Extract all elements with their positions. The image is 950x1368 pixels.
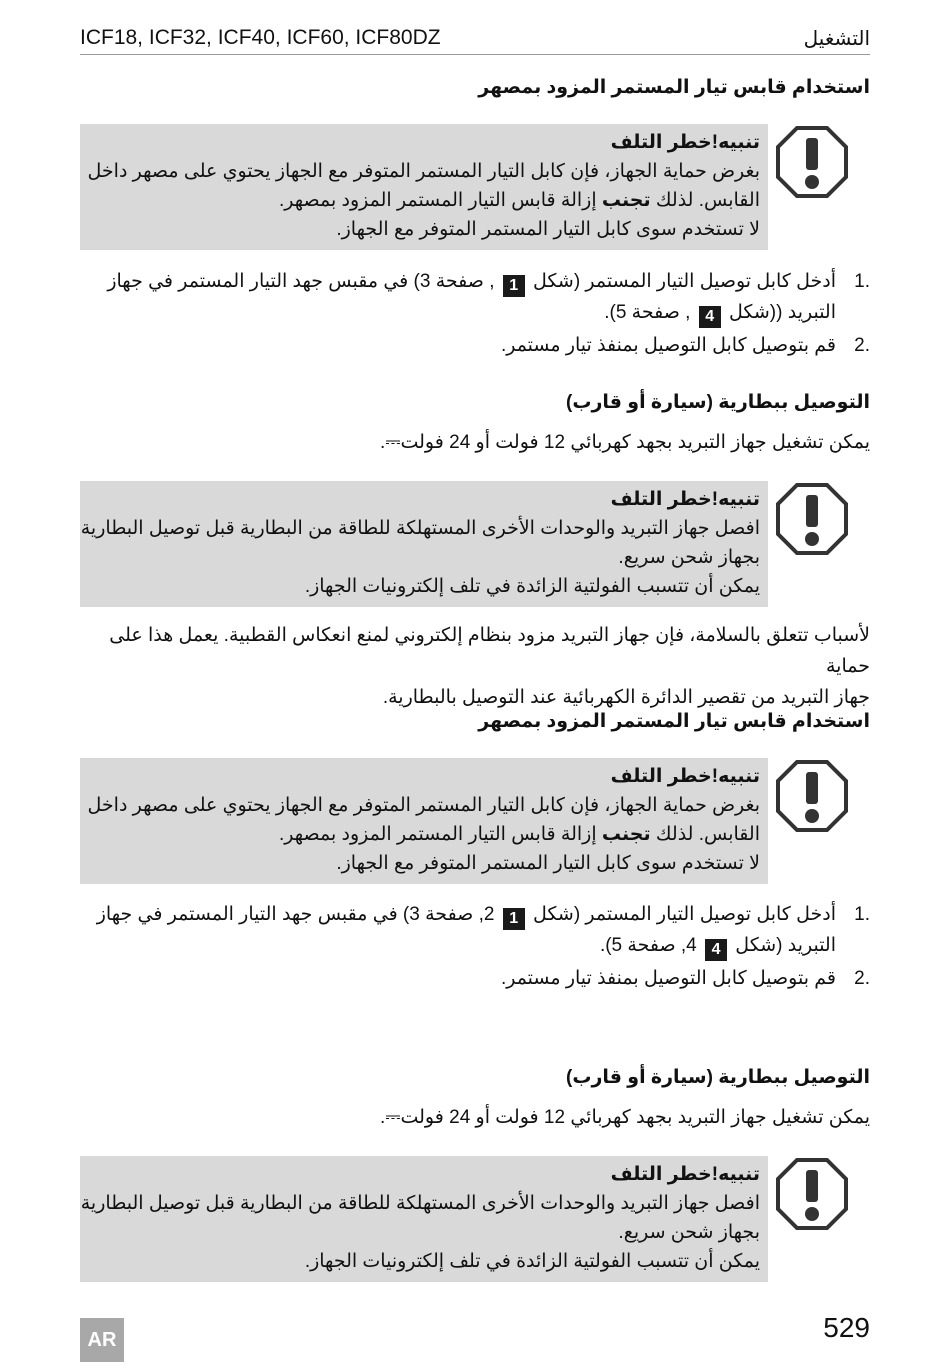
warning-line: افصل جهاز التبريد والوحدات الأخرى المستهلكة للطاقة من البطارية قبل توصيل البطارية <box>80 518 760 539</box>
warning-title: تنبيه!خطر التلف <box>610 489 760 510</box>
step-number: 1. <box>854 904 870 925</box>
paragraph: يمكن تشغيل جهاز التبريد بجهد كهربائي 12 فولت أو 24 فولت⎓. <box>380 432 870 453</box>
emphasis: تجنب <box>601 824 651 845</box>
list-item <box>80 899 870 961</box>
warning-line: بجهاز شحن سريع. <box>618 1222 760 1243</box>
section-heading: استخدام قابس تيار المستمر المزود بمصهر <box>478 711 870 732</box>
warning-text <box>81 1160 760 1276</box>
header-section: التشغيل <box>803 28 870 50</box>
figure-ref: 1 <box>503 275 525 297</box>
paragraph: لأسباب تتعلق بالسلامة، فإن جهاز التبريد مزود بنظام إلكتروني لمنع انعكاس القطبية. يعمل هذا على حماية جهاز التبريد من تقصير الدائرة الكهربائية عند التوصيل بالبطارية. <box>109 625 870 708</box>
header-models: ICF18, ICF32, ICF40, ICF60, ICF80DZ <box>80 26 441 49</box>
figure-ref: 4 <box>699 306 721 328</box>
warning-line: بغرض حماية الجهاز، فإن كابل التيار المستمر المتوفر مع الجهاز يحتوي على مصهر داخل <box>87 795 760 816</box>
list-item <box>80 963 870 994</box>
warning-line: لا تستخدم سوى كابل التيار المستمر المتوفر مع الجهاز. <box>336 853 760 874</box>
warning-line: القابس. لذلك تجنب إزالة قابس التيار المستمر المزود بمصهر. <box>278 824 760 845</box>
section-heading: استخدام قابس تيار المستمر المزود بمصهر <box>478 77 870 98</box>
warning-icon <box>774 481 850 557</box>
step-number: 2. <box>854 335 870 356</box>
step-text: قم بتوصيل كابل التوصيل بمنفذ تيار مستمر. <box>500 335 836 356</box>
warning-line: يمكن أن تتسبب الفولتية الزائدة في تلف إلكترونيات الجهاز. <box>304 1251 760 1272</box>
figure-ref: 1 <box>503 908 525 930</box>
warning-text <box>88 762 760 878</box>
warning-icon <box>774 1156 850 1232</box>
warning-title: تنبيه!خطر التلف <box>610 766 760 787</box>
warning-box <box>80 758 768 884</box>
warning-line: بغرض حماية الجهاز، فإن كابل التيار المستمر المتوفر مع الجهاز يحتوي على مصهر داخل <box>87 161 760 182</box>
step-number: 1. <box>854 271 870 292</box>
warning-text <box>81 485 760 601</box>
step-text: قم بتوصيل كابل التوصيل بمنفذ تيار مستمر. <box>500 968 836 989</box>
paragraph: يمكن تشغيل جهاز التبريد بجهد كهربائي 12 فولت أو 24 فولت⎓. <box>380 1107 870 1128</box>
list-item <box>80 330 870 361</box>
warning-icon <box>774 758 850 834</box>
warning-line: لا تستخدم سوى كابل التيار المستمر المتوفر مع الجهاز. <box>336 219 760 240</box>
step-text: أدخل كابل توصيل التيار المستمر (شكل 1 2, صفحة 3) في مقبس جهد التيار المستمر في جهاز التبريد (شكل 4 4, صفحة 5). <box>80 899 836 961</box>
step-text: أدخل كابل توصيل التيار المستمر (شكل 1 , صفحة 3) في مقبس جهد التيار المستمر في جهاز التبريد ((شكل 4 , صفحة 5). <box>80 266 836 328</box>
warning-line: القابس. لذلك تجنب إزالة قابس التيار المستمر المزود بمصهر. <box>278 190 760 211</box>
warning-icon <box>774 124 850 200</box>
figure-ref: 4 <box>705 939 727 961</box>
page-header <box>80 22 870 55</box>
emphasis: تجنب <box>601 190 651 211</box>
warning-line: افصل جهاز التبريد والوحدات الأخرى المستهلكة للطاقة من البطارية قبل توصيل البطارية <box>80 1193 760 1214</box>
page-number: 529 <box>823 1312 870 1343</box>
warning-title: تنبيه!خطر التلف <box>610 132 760 153</box>
warning-box <box>80 124 768 250</box>
list-item <box>80 266 870 328</box>
warning-text <box>88 128 760 244</box>
warning-line: يمكن أن تتسبب الفولتية الزائدة في تلف إلكترونيات الجهاز. <box>304 576 760 597</box>
warning-title: تنبيه!خطر التلف <box>610 1164 760 1185</box>
warning-box <box>80 1156 768 1282</box>
section-heading: التوصيل ببطارية (سيارة أو قارب) <box>566 392 870 413</box>
warning-box <box>80 481 768 607</box>
step-number: 2. <box>854 968 870 989</box>
section-heading: التوصيل ببطارية (سيارة أو قارب) <box>566 1067 870 1088</box>
warning-line: بجهاز شحن سريع. <box>618 547 760 568</box>
language-badge: AR <box>80 1318 124 1362</box>
